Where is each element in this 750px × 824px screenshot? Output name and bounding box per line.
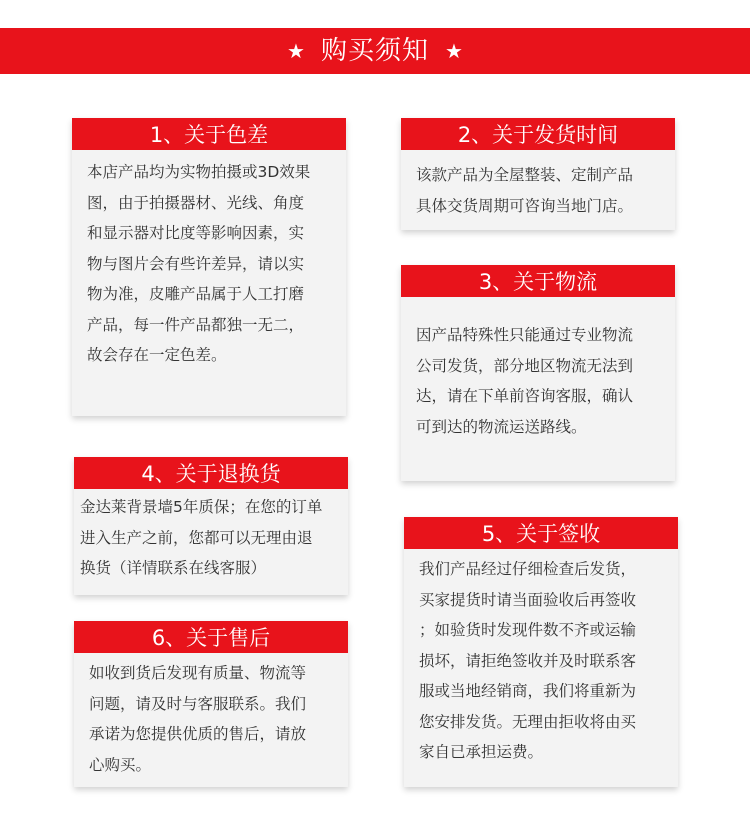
text-line: 因产品特殊性只能通过专业物流 <box>416 326 634 344</box>
card-title: 4、关于退换货 <box>74 457 348 489</box>
text-line: 公司发货，部分地区物流无法到 <box>416 356 634 375</box>
text-line: 如收到货后发现有质量、物流等 <box>89 664 307 682</box>
header-banner <box>0 28 750 74</box>
card-body <box>87 157 336 371</box>
notice-card-logistics <box>401 265 675 481</box>
text-line: 买家提货时请当面验收后再签收 <box>419 590 637 609</box>
card-body <box>89 658 338 780</box>
card-title: 2、关于发货时间 <box>401 118 675 150</box>
card-body <box>80 492 338 584</box>
text-line: 产品，每一件产品都独一无二， <box>87 315 305 334</box>
text-line: 可到达的物流运送路线。 <box>416 417 587 436</box>
text-line: ；如验货时发现件数不齐或运输 <box>419 621 637 639</box>
text-line: 该款产品为全屋整装、定制产品 <box>416 166 634 184</box>
notice-card-delivery-time <box>401 118 675 230</box>
text-line: 具体交货周期可咨询当地门店。 <box>416 196 634 215</box>
notice-card-color-difference <box>72 118 346 416</box>
page-title: 购买须知 <box>320 36 429 66</box>
text-line: 承诺为您提供优质的售后，请放 <box>89 725 307 743</box>
text-line: 服或当地经销商，我们将重新为 <box>419 682 637 700</box>
text-line: 换货（详情联系在线客服） <box>80 559 267 577</box>
notice-card-after-sales <box>74 621 348 787</box>
card-title: 6、关于售后 <box>74 621 348 653</box>
text-line: 问题，请及时与客服联系。我们 <box>89 694 307 713</box>
notice-card-receipt <box>404 517 678 787</box>
text-line: 故会存在一定色差。 <box>87 346 227 364</box>
text-line: 心购买。 <box>89 755 152 774</box>
text-line: 本店产品均为实物拍摄或3D效果 <box>87 163 311 181</box>
text-line: 家自已承担运费。 <box>419 743 544 761</box>
text-line: 物与图片会有些许差异，请以实 <box>87 254 305 273</box>
star-icon: ★ <box>287 39 305 63</box>
text-line: 我们产品经过仔细检查后发货， <box>419 560 637 578</box>
card-title: 1、关于色差 <box>72 118 346 150</box>
notice-card-returns <box>74 457 348 595</box>
text-line: 物为准，皮雕产品属于人工打磨 <box>87 285 305 303</box>
card-title: 3、关于物流 <box>401 265 675 297</box>
text-line: 您安排发货。无理由拒收将由买 <box>419 712 637 731</box>
star-icon: ★ <box>445 39 463 63</box>
text-line: 进入生产之前，您都可以无理由退 <box>80 528 313 547</box>
text-line: 和显示器对比度等影响因素，实 <box>87 224 305 242</box>
text-line: 金达莱背景墙5年质保；在您的订单 <box>80 498 323 516</box>
card-body <box>416 320 665 442</box>
card-body <box>416 160 665 221</box>
text-line: 损坏，请拒绝签收并及时联系客 <box>419 651 637 670</box>
text-line: 达，请在下单前咨询客服，确认 <box>416 387 634 405</box>
text-line: 图，由于拍摄器材、光线、角度 <box>87 193 305 212</box>
card-title: 5、关于签收 <box>404 517 678 549</box>
card-body <box>419 554 668 768</box>
